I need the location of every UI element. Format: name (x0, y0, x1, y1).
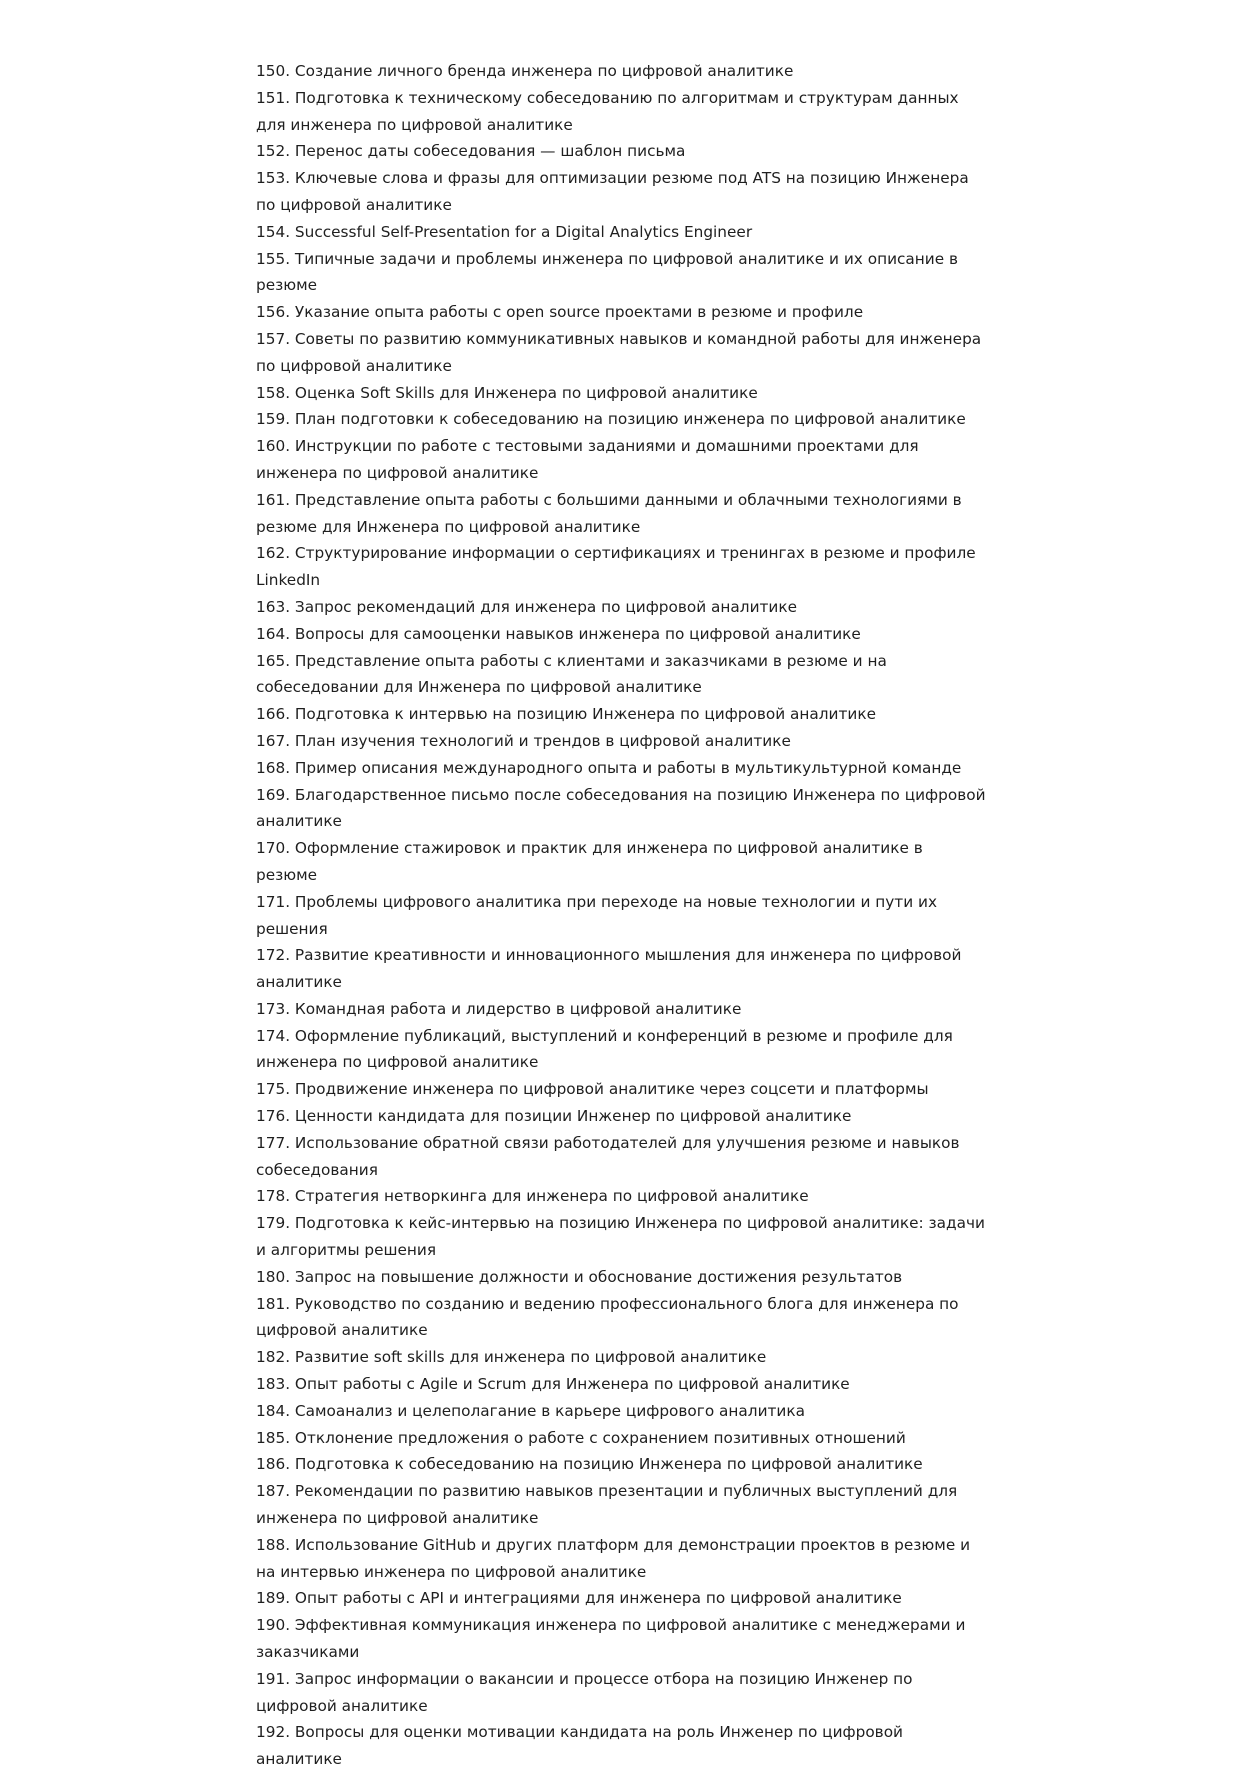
list-item: 163. Запрос рекомендаций для инженера по цифровой аналитике (256, 597, 798, 616)
list-item: 153. Ключевые слова и фразы для оптимизации резюме под ATS на позицию Инженера по цифровой аналитике (256, 169, 969, 214)
list-item: 179. Подготовка к кейс-интервью на позицию Инженера по цифровой аналитике: задачи и алгоритмы решения (256, 1214, 985, 1260)
list-item: 177. Использование обратной связи работодателей для улучшения резюме и навыков собеседования (256, 1133, 960, 1179)
list-item: 174. Оформление публикаций, выступлений и конференций в резюме и профиле для инженера по цифровой аналитике (256, 1026, 953, 1072)
list-item: 167. План изучения технологий и трендов в цифровой аналитике (256, 731, 791, 750)
list-item: 155. Типичные задачи и проблемы инженера по цифровой аналитике и их описание в резюме (256, 249, 959, 295)
list-item: 157. Советы по развитию коммуникативных навыков и командной работы для инженера по цифровой аналитике (256, 329, 982, 375)
list-item: 161. Представление опыта работы с большими данными и облачными технологиями в резюме для Инженера по цифровой аналитике (256, 490, 962, 536)
list-item: 176. Ценности кандидата для позиции Инженер по цифровой аналитике (256, 1107, 852, 1126)
list-item: 183. Опыт работы с Agile и Scrum для Инженера по цифровой аналитике (256, 1375, 850, 1394)
list-item: 178. Стратегия нетворкинга для инженера по цифровой аналитике (256, 1187, 809, 1206)
list-item: 159. План подготовки к собеседованию на позицию инженера по цифровой аналитике (256, 410, 966, 429)
list-item: 164. Вопросы для самооценки навыков инженера по цифровой аналитике (256, 624, 861, 643)
list-item: 156. Указание опыта работы с open source проектами в резюме и профиле (256, 303, 864, 322)
list-item: 151. Подготовка к техническому собеседованию по алгоритмам и структурам данных для инженера по цифровой аналитике (256, 88, 959, 134)
list-item: 172. Развитие креативности и инновационного мышления для инженера по цифровой аналитике (256, 946, 962, 992)
list-item: 186. Подготовка к собеседованию на позицию Инженера по цифровой аналитике (256, 1455, 923, 1474)
list-item: 190. Эффективная коммуникация инженера по цифровой аналитике с менеджерами и заказчиками (256, 1616, 966, 1662)
list-item: 187. Рекомендации по развитию навыков презентации и публичных выступлений для инженера по цифровой аналитике (256, 1482, 958, 1528)
list-item: 184. Самоанализ и целеполагание в карьере цифрового аналитика (256, 1401, 805, 1420)
list-item: 181. Руководство по созданию и ведению профессионального блога для инженера по цифровой аналитике (256, 1294, 959, 1340)
list-item: 185. Отклонение предложения о работе с сохранением позитивных отношений (256, 1428, 906, 1447)
list-item: 168. Пример описания международного опыта и работы в мультикультурной команде (256, 758, 962, 777)
list-item: 166. Подготовка к интервью на позицию Инженера по цифровой аналитике (256, 705, 876, 724)
list-item: 165. Представление опыта работы с клиентами и заказчиками в резюме и на собеседовании для Инженера по цифровой аналитике (256, 651, 887, 697)
list-item: 154. Successful Self-Presentation for a Digital Analytics Engineer (256, 222, 753, 241)
list-item: 173. Командная работа и лидерство в цифровой аналитике (256, 999, 742, 1018)
list-item: 188. Использование GitHub и других платформ для демонстрации проектов в резюме и на интервью инженера по цифровой аналитике (256, 1535, 971, 1581)
list-item: 158. Оценка Soft Skills для Инженера по цифровой аналитике (256, 383, 758, 402)
list-item: 182. Развитие soft skills для инженера по цифровой аналитике (256, 1348, 767, 1367)
list-item: 180. Запрос на повышение должности и обоснование достижения результатов (256, 1267, 903, 1286)
document-item-list (256, 58, 986, 1773)
list-item: 189. Опыт работы с API и интеграциями для инженера по цифровой аналитике (256, 1589, 902, 1608)
list-item: 162. Структурирование информации о сертификациях и тренингах в резюме и профиле LinkedIn (256, 544, 976, 590)
list-item: 152. Перенос даты собеседования — шаблон письма (256, 142, 686, 161)
list-item: 175. Продвижение инженера по цифровой аналитике через соцсети и платформы (256, 1080, 929, 1099)
list-item: 192. Вопросы для оценки мотивации кандидата на роль Инженер по цифровой аналитике (256, 1723, 903, 1769)
list-item: 171. Проблемы цифрового аналитика при переходе на новые технологии и пути их решения (256, 892, 938, 938)
list-item: 150. Создание личного бренда инженера по цифровой аналитике (256, 62, 794, 80)
list-item: 191. Запрос информации о вакансии и процессе отбора на позицию Инженер по цифровой аналитике (256, 1669, 913, 1715)
list-item: 160. Инструкции по работе с тестовыми заданиями и домашними проектами для инженера по цифровой аналитике (256, 437, 919, 482)
list-item: 169. Благодарственное письмо после собеседования на позицию Инженера по цифровой аналитике (256, 785, 986, 831)
list-item: 170. Оформление стажировок и практик для инженера по цифровой аналитике в резюме (256, 839, 923, 884)
